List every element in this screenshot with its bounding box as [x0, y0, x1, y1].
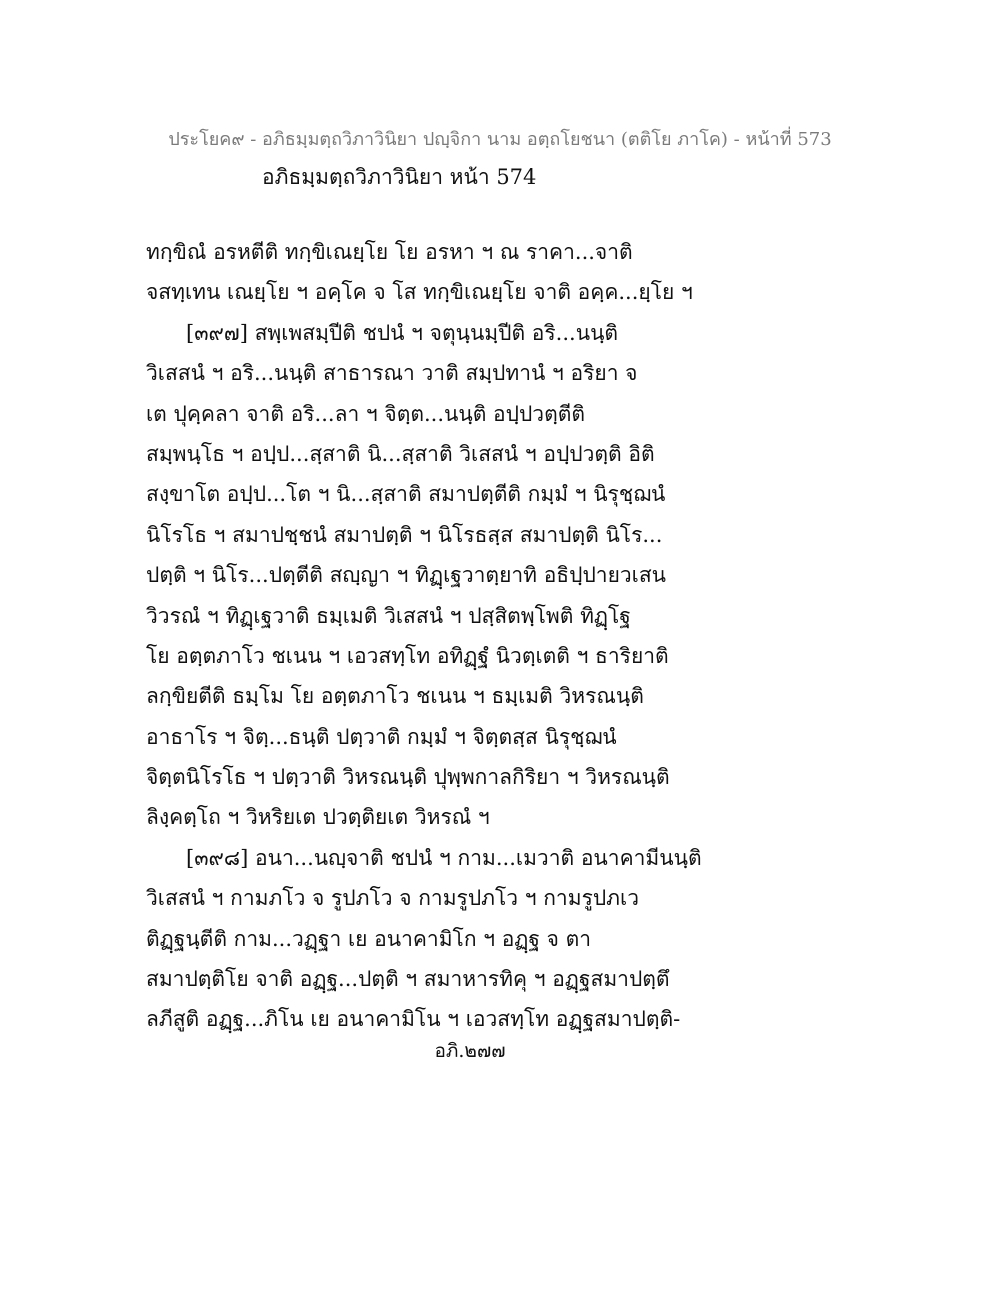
- text-line: จิตฺตนิโรโธ ฯ ปตฺวาติ วิหรณนฺติ ปุพฺพกาลกิริยา ฯ วิหรณนฺติ: [146, 765, 670, 790]
- text-line: สมฺพนฺโธ ฯ อปฺป...สฺสาติ นิ...สฺสาติ วิเสสนํ ฯ อปฺปวตฺติ อิติ: [146, 441, 655, 466]
- body-text: [146, 232, 866, 1040]
- page-footer: อภิ.๒๗๗: [434, 1040, 506, 1062]
- text-line: นิโรโธ ฯ สมาปชฺชนํ สมาปตฺติ ฯ นิโรธสฺส สมาปตฺติ นิโร...: [146, 522, 663, 547]
- text-line: ปตฺติ ฯ นิโร...ปตฺตีติ สญฺญา ฯ ทิฏฺเฐวาตฺยาทิ อธิปฺปายวเสน: [146, 563, 667, 588]
- text-line: ลิงฺคตฺโถ ฯ วิหริยเต ปวตฺติยเต วิหรณํ ฯ: [146, 805, 490, 830]
- text-line: วิเสสนํ ฯ กามภโว จ รูปภโว จ กามรูปภโว ฯ กามรูปภเว: [146, 886, 639, 911]
- text-line: วิเสสนํ ฯ อริ...นนฺติ สาธารณา วาติ สมฺปทานํ ฯ อริยา จ: [146, 361, 638, 386]
- text-line: ลกฺขิยตีติ ธมฺโม โย อตฺตภาโว ชเนน ฯ ธมฺเมติ วิหรณนฺติ: [146, 684, 644, 709]
- text-line: อาธาโร ฯ จิตฺ...ธนฺติ ปตฺวาติ กมฺมํ ฯ จิตฺตสฺส นิรุชฺฌนํ: [146, 724, 617, 749]
- text-line: เต ปุคฺคลา จาติ อริ...ลา ฯ จิตฺต...นนฺติ อปฺปวตฺตีติ: [146, 401, 585, 426]
- running-header: [0, 124, 1000, 153]
- text-line: ติฏฺฐนฺตีติ กาม...วฏฺฐา เย อนาคามิโก ฯ อฏฺฐ จ ตา: [146, 926, 592, 951]
- text-line: สงฺขาโต อปฺป...โต ฯ นิ...สฺสาติ สมาปตฺตีติ กมฺมํ ฯ นิรุชฺฌนํ: [146, 482, 666, 507]
- text-line: สมาปตฺติโย จาติ อฏฺฐ...ปตฺติ ฯ สมาหารทิคุ ฯ อฏฺฐสมาปตฺตึ: [146, 967, 670, 992]
- text-line: โย อตฺตภาโว ชเนน ฯ เอวสทฺโท อทิฏฺฐํ นิวตฺเตติ ฯ ธาริยาติ: [146, 643, 669, 668]
- text-line: ทกฺขิณํ อรหตีติ ทกฺขิเณยฺโย โย อรหา ฯ ณ ราคา...จาติ: [146, 240, 633, 264]
- text-line: จสทฺเทน เณยฺโย ฯ อคฺโค จ โส ทกฺขิเณยฺโย จาติ อคฺค...ยฺโย ฯ: [146, 280, 693, 305]
- running-header-text: ประโยค๙ - อภิธมฺมตฺถวิภาวินิยา ปญฺจิกา นาม อตฺถโยชนา (ตติโย ภาโค) - หน้าที่ 573: [168, 129, 832, 150]
- text-line: [๓๙๘] อนา...นญฺจาติ ชปนํ ฯ กาม...เมวาติ อนาคามีนนฺติ: [186, 845, 702, 870]
- text-line: วิวรณํ ฯ ทิฏฺเฐวาติ ธมฺเมติ วิเสสนํ ฯ ปสฺสิตพฺโพติ ทิฏฺโฐ: [146, 603, 631, 628]
- text-line: [๓๙๗] สพฺเพสมฺปีติ ชปนํ ฯ จตุนฺนมฺปีติ อริ...นนฺติ: [186, 320, 619, 345]
- page-heading: อภิธมฺมตฺถวิภาวินิยา หน้า 574: [262, 165, 537, 189]
- text-line: ลภีสูติ อฏฺฐ...ภิโน เย อนาคามิโน ฯ เอวสทฺโท อฏฺฐสมาปตฺติ-: [146, 1007, 681, 1032]
